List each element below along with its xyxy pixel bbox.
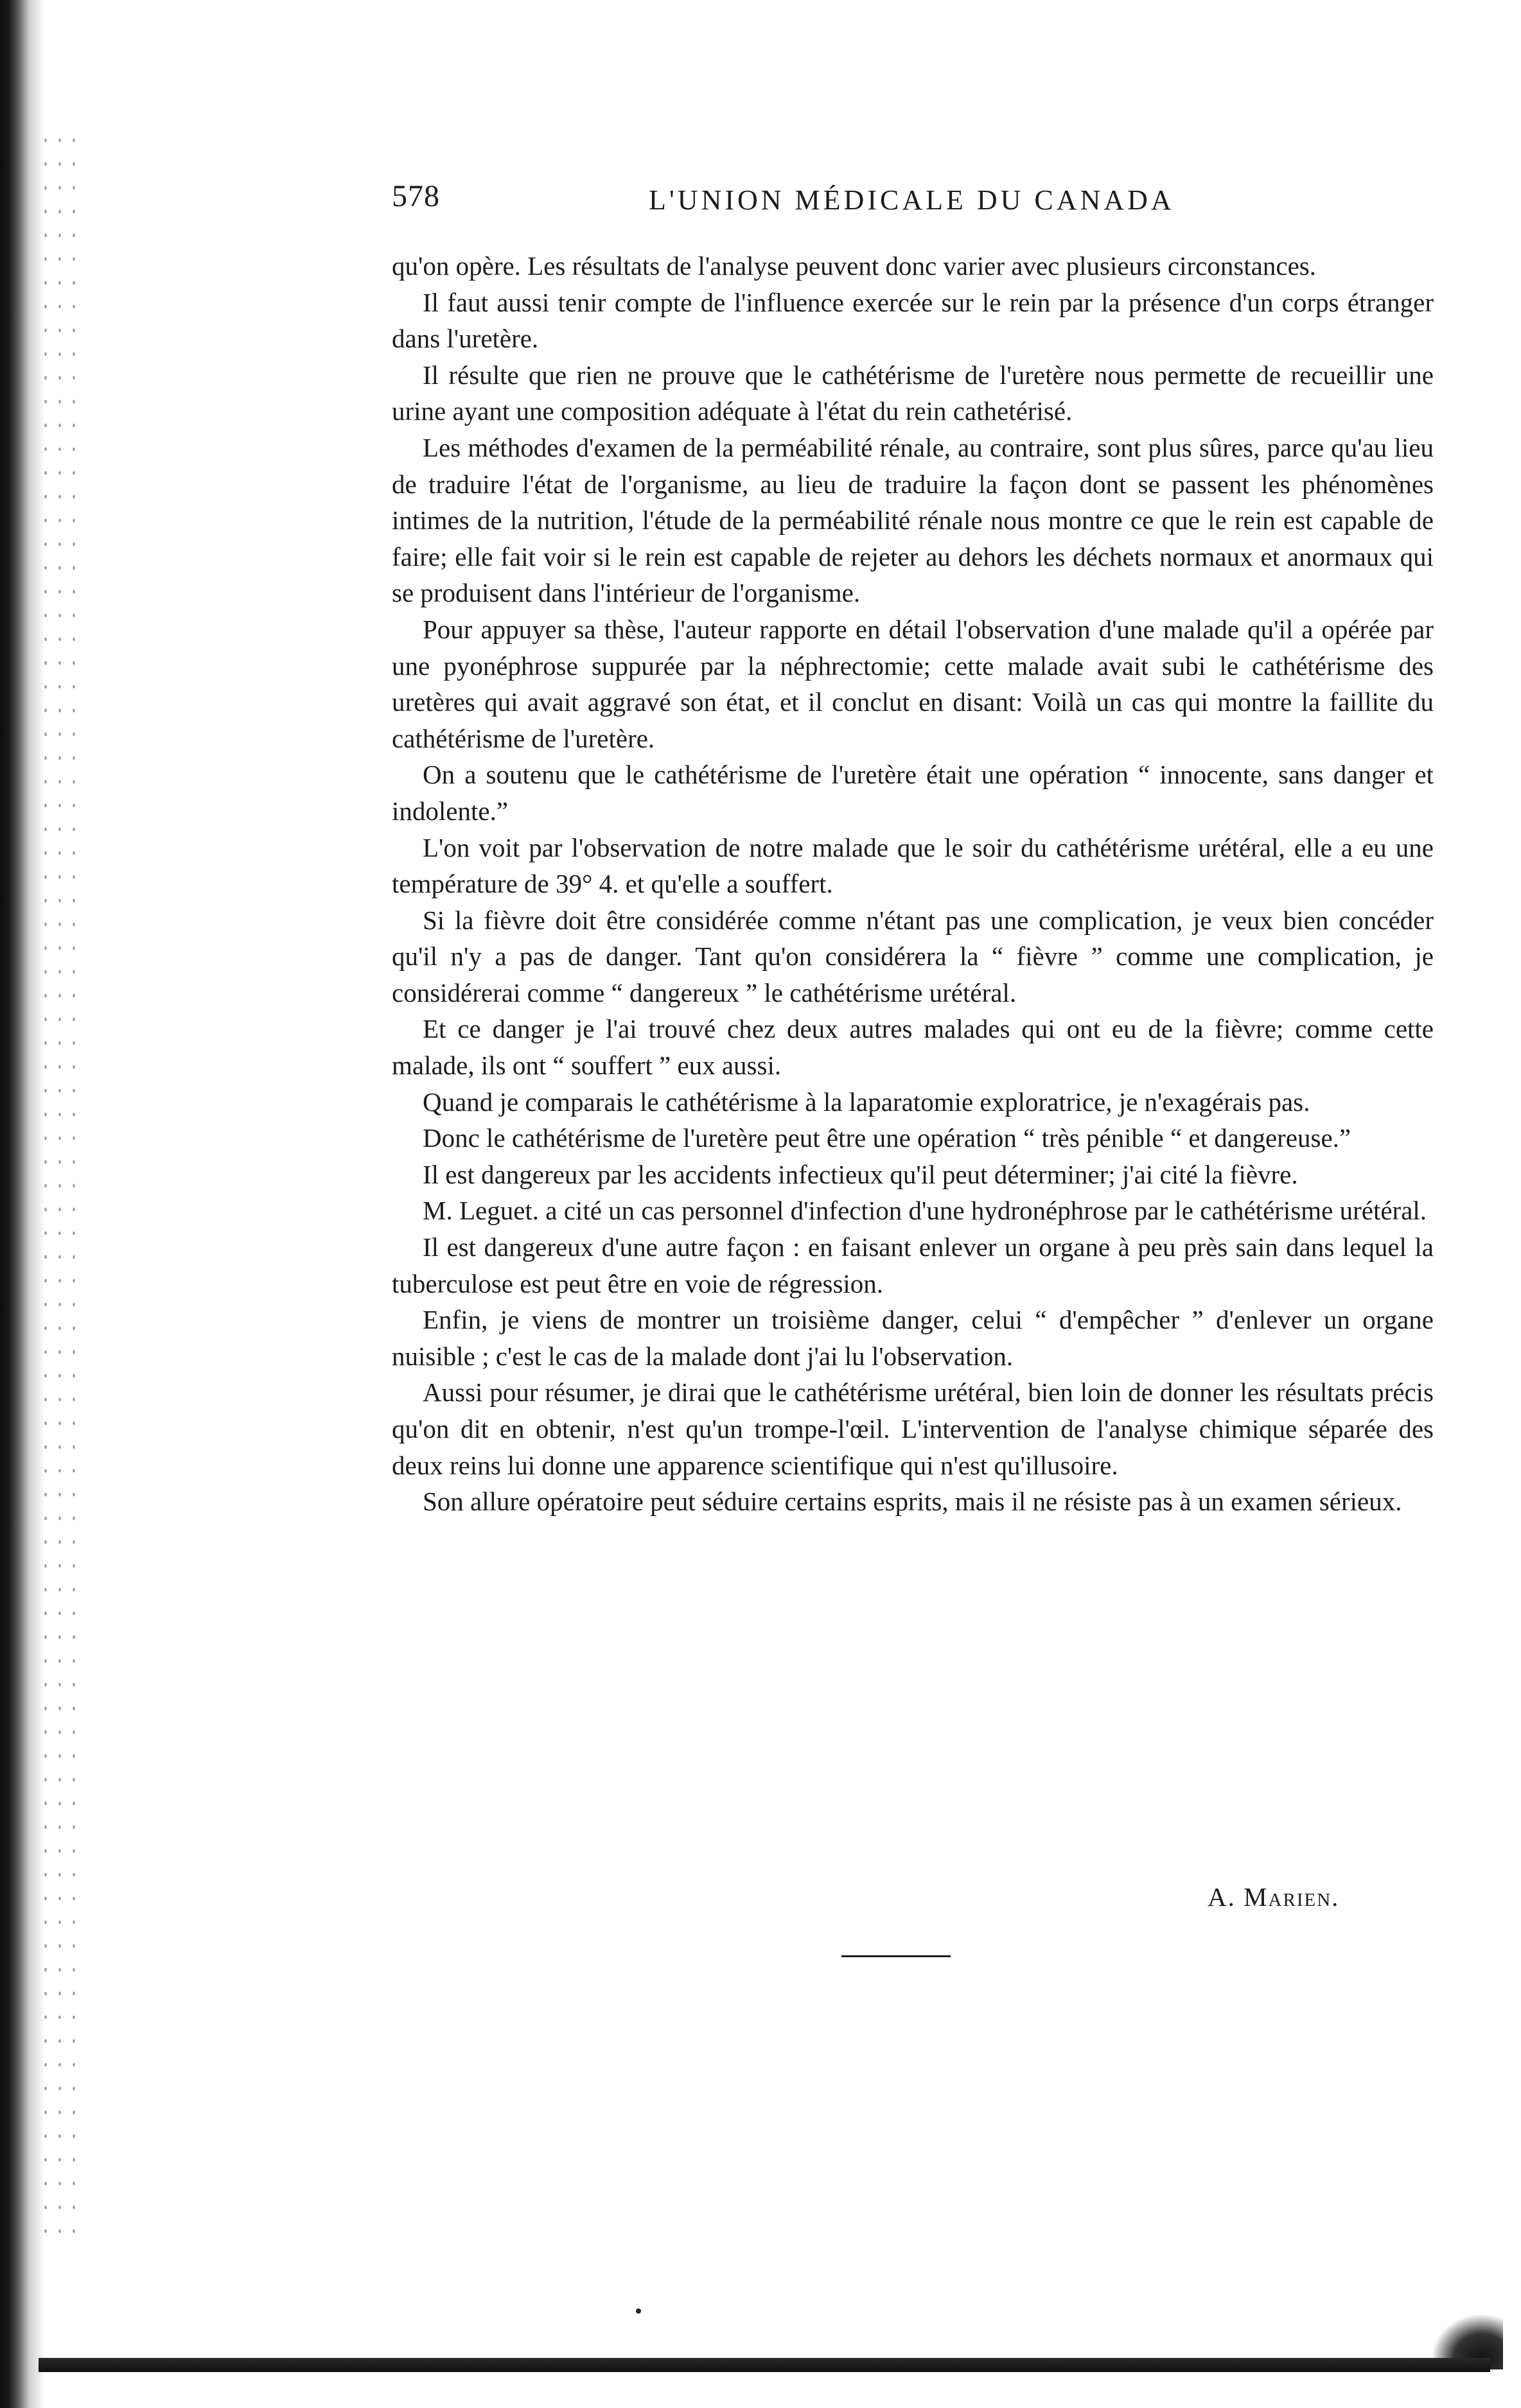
author-surname: Marien. <box>1244 1882 1340 1912</box>
paragraph: On a soutenu que le cathétérisme de l'uretère était une opération “ innocente, sans danger et indolente.” <box>392 760 1434 826</box>
paragraph: Si la fièvre doit être considérée comme n'étant pas une complication, je veux bien concéder qu'il n'y a pas de danger. Tant qu'on considérera la “ fièvre ” comme une complication, je considérerai comme “ dangereux ” le cathétérisme urétéral. <box>392 905 1434 1008</box>
paragraph: Son allure opératoire peut séduire certains esprits, mais il ne résiste pas à un examen sérieux. <box>423 1487 1402 1517</box>
article-body <box>392 248 1434 1520</box>
paragraph: Il est dangereux par les accidents infectieux qu'il peut déterminer; j'ai cité la fièvre. <box>423 1159 1298 1189</box>
ink-speck <box>636 2308 641 2314</box>
paragraph: Quand je comparais le cathétérisme à la laparatomie exploratrice, je n'exagérais pas. <box>423 1086 1310 1117</box>
scan-speckle-artifacts <box>39 128 77 2247</box>
paragraph: M. Leguet. a cité un cas personnel d'infection d'une hydronéphrose par le cathétérisme urétéral. <box>423 1196 1427 1226</box>
paragraph: Enfin, je viens de montrer un troisième danger, celui “ d'empêcher ” d'enlever un organe nuisible ; c'est le cas de la malade dont j'ai lu l'observation. <box>392 1305 1434 1371</box>
paragraph: qu'on opère. Les résultats de l'analyse peuvent donc varier avec plusieurs circonstances. <box>392 251 1316 281</box>
paragraph: L'on voit par l'observation de notre malade que le soir du cathétérisme urétéral, elle a eu une température de 39° 4. et qu'elle a souffert. <box>392 832 1434 899</box>
author-signature <box>1208 1881 1339 1912</box>
paragraph: Il résulte que rien ne prouve que le cathétérisme de l'uretère nous permette de recueillir une urine ayant une composition adéquate à l'état du rein cathetérisé. <box>392 360 1434 426</box>
paragraph: Il est dangereux d'une autre façon : en faisant enlever un organe à peu près sain dans lequel la tuberculose est peut être en voie de régression. <box>392 1232 1434 1298</box>
paragraph: Pour appuyer sa thèse, l'auteur rapporte en détail l'observation d'une malade qu'il a opérée par une pyonéphrose suppurée par la néphrectomie; cette malade avait subi le cathétérisme des uretères qui avait aggravé son état, et il conclut en disant: Voilà un cas qui montre la faillite du cathétérisme de l'uretère. <box>392 614 1434 753</box>
running-head: L'UNION MÉDICALE DU CANADA <box>649 184 1175 216</box>
paragraph: Donc le cathétérisme de l'uretère peut être une opération “ très pénible “ et dangereuse.” <box>423 1123 1351 1153</box>
paragraph: Aussi pour résumer, je dirai que le cathétérisme urétéral, bien loin de donner les résultats précis qu'on dit en obtenir, n'est qu'un trompe-l'œil. L'intervention de l'analyse chimique séparée des deux reins lui donne une apparence scientifique qui n'est qu'illusoire. <box>392 1377 1434 1480</box>
paragraph: Les méthodes d'examen de la perméabilité rénale, au contraire, sont plus sûres, parce qu'au lieu de traduire l'état de l'organisme, au lieu de traduire la façon dont se passent les phénomènes intimes de la nutrition, l'étude de la perméabilité rénale nous montre ce que le rein est capable de faire; elle fait voir si le rein est capable de rejeter au dehors les déchets normaux et anormaux qui se produisent dans l'intérieur de l'organisme. <box>392 432 1434 608</box>
paragraph: Il faut aussi tenir compte de l'influence exercée sur le rein par la présence d'un corps étranger dans l'uretère. <box>392 287 1434 354</box>
scan-shadow-bottom-edge <box>39 2358 1490 2372</box>
paragraph: Et ce danger je l'ai trouvé chez deux autres malades qui ont eu de la fièvre; comme cette malade, ils ont “ souffert ” eux aussi. <box>392 1014 1434 1081</box>
author-initial: A. <box>1208 1882 1236 1912</box>
page-number: 578 <box>392 179 440 213</box>
closing-rule-divider <box>841 1955 951 1957</box>
